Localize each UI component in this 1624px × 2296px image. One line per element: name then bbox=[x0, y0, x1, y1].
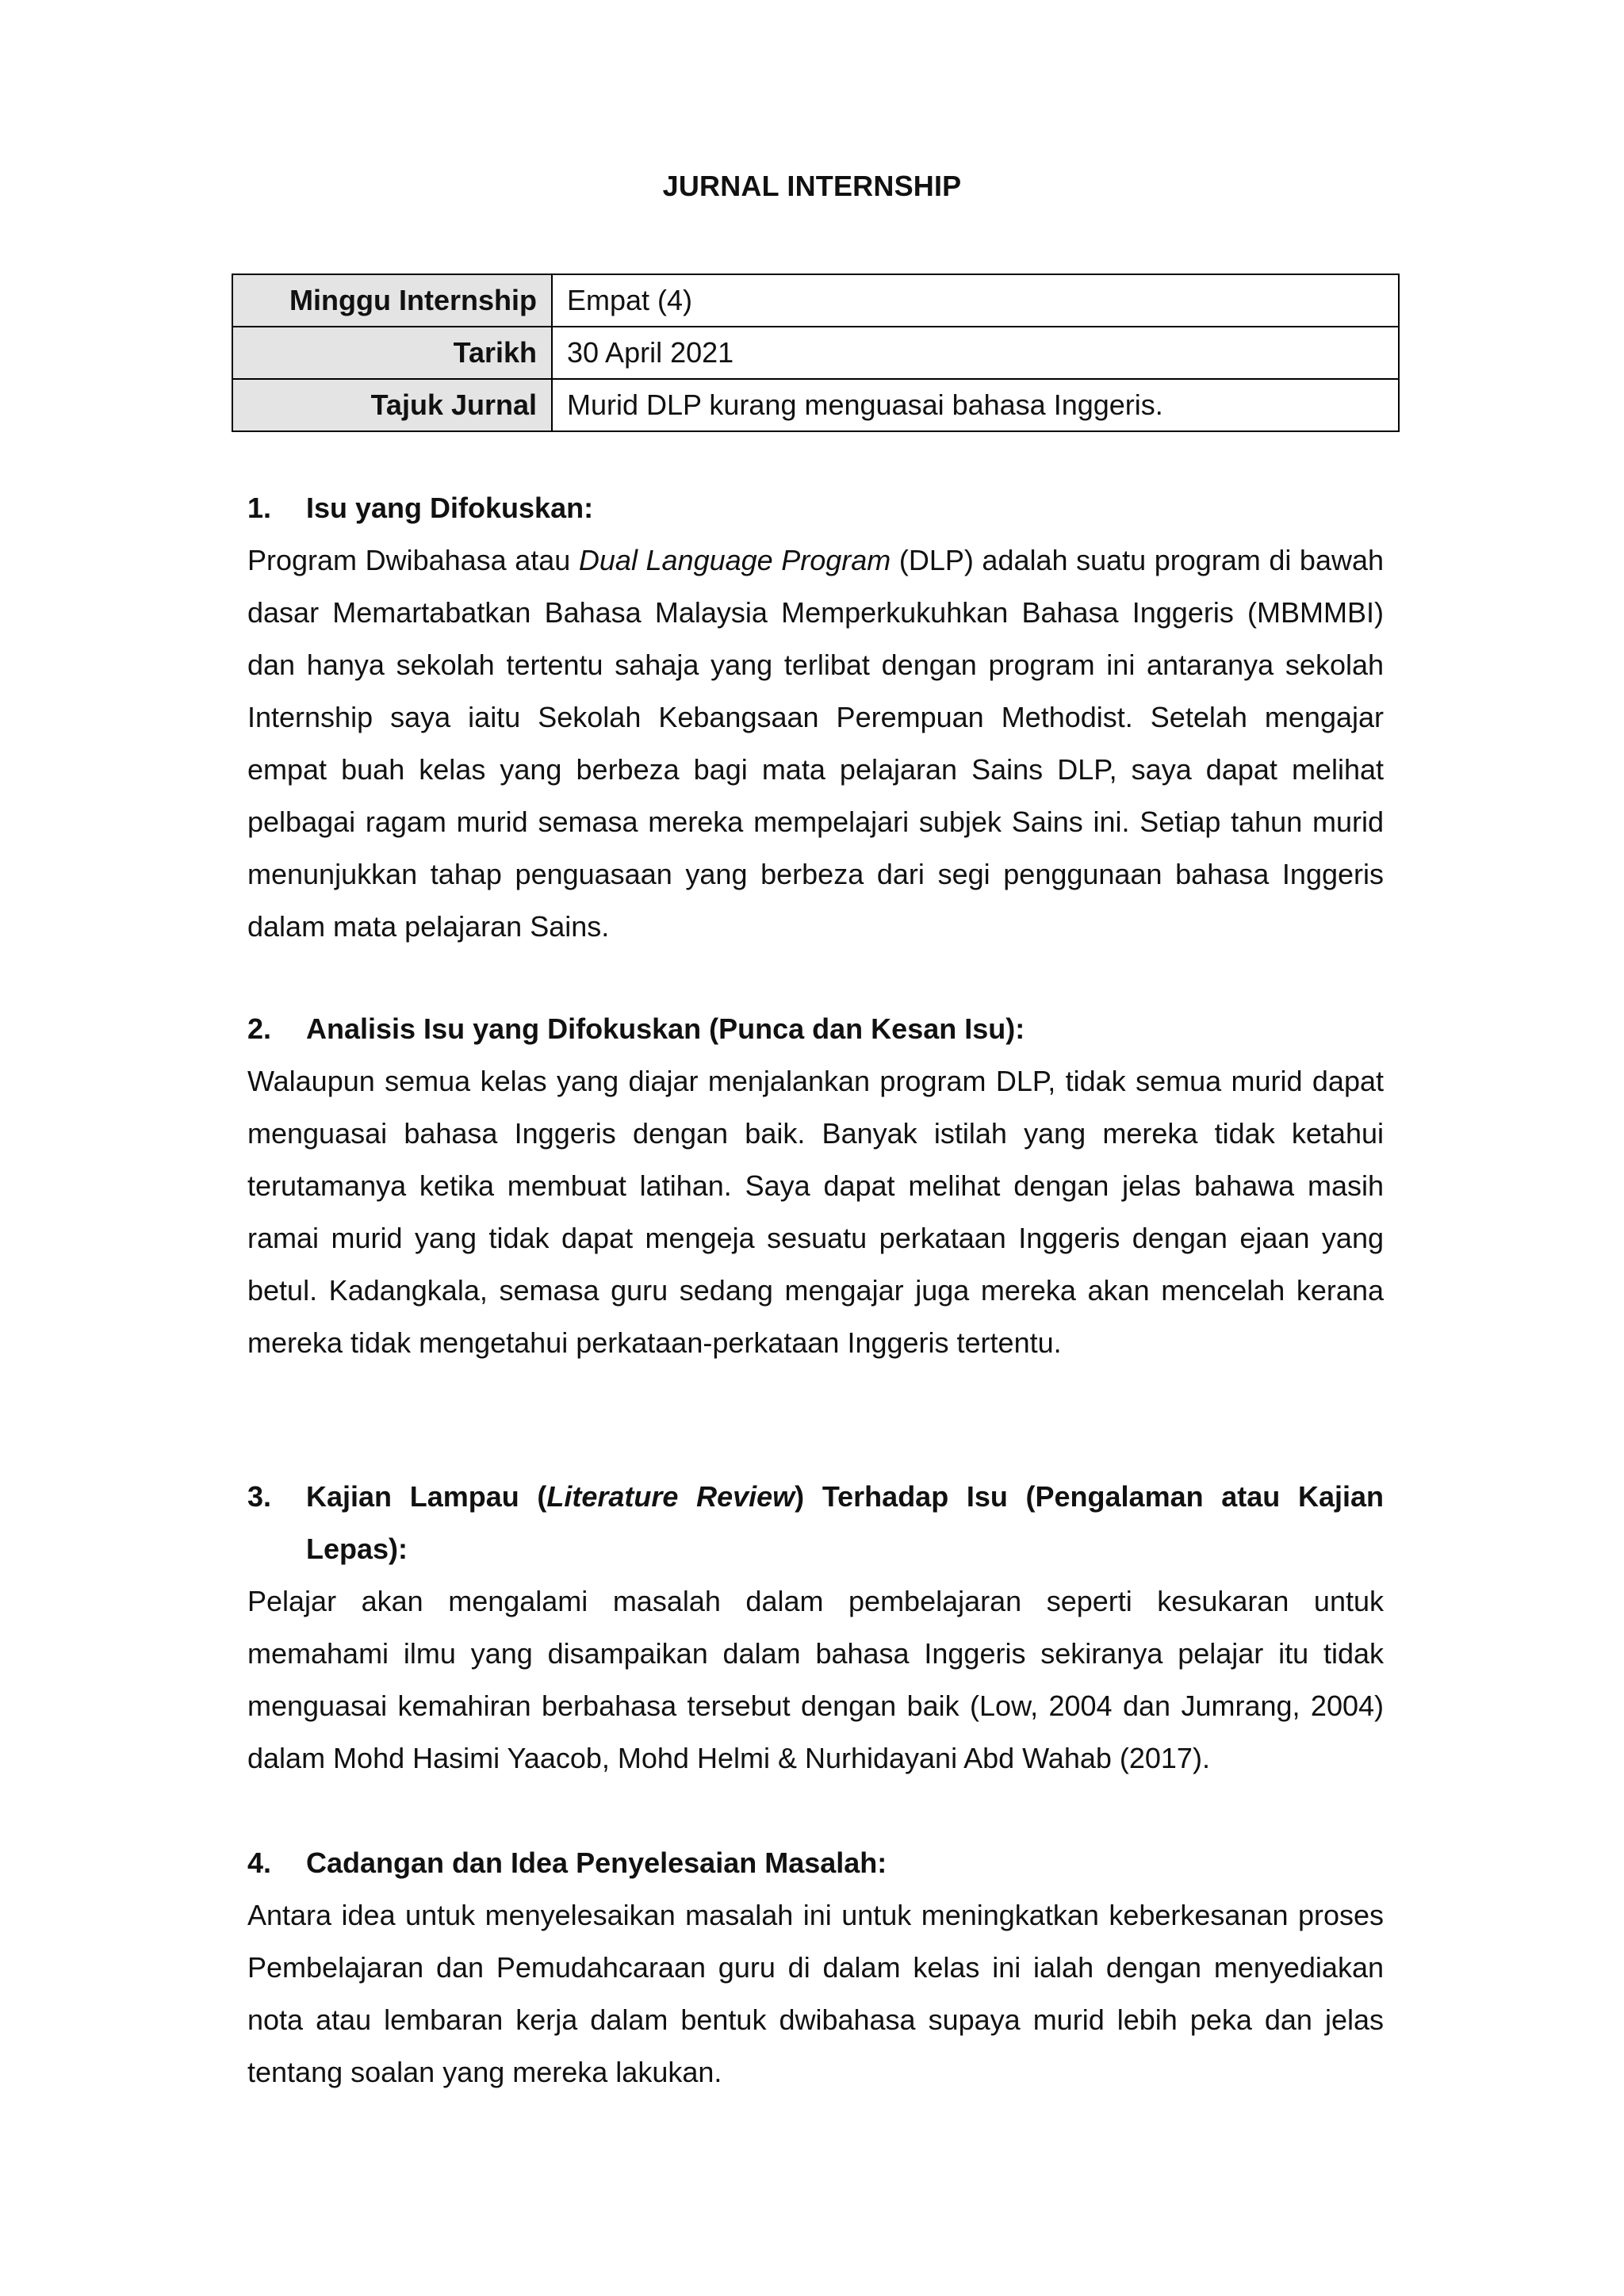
body-text: (DLP) adalah suatu program di bawah dasar Memartabatkan Bahasa Malaysia Memperkukuhkan Bahasa Inggeris (MBMMBI) dan hanya sekolah tertentu sahaja yang terlibat dengan program ini antaranya sekolah Internship saya iaitu Sekolah Kebangsaan Perempuan Methodist. Setelah mengajar empat buah kelas yang berbeza bagi mata pelajaran Sains DLP, saya dapat melihat pelbagai ragam murid semasa mereka mempelajari subjek Sains ini. Setiap tahun murid menunjukkan tahap penguasaan yang berbeza dari segi penggunaan bahasa Inggeris dalam mata pelajaran Sains. bbox=[247, 544, 1385, 943]
section-title: Isu yang Difokuskan: bbox=[306, 492, 594, 524]
heading-text: ) Terhadap Isu (Pengalaman atau Kajian Lepas): bbox=[306, 1480, 1384, 1565]
label-tarikh: Tarikh bbox=[232, 327, 552, 379]
table-row bbox=[232, 274, 1399, 327]
section-body bbox=[247, 1575, 1384, 1785]
document-title: JURNAL INTERNSHIP bbox=[662, 170, 962, 202]
table-row bbox=[232, 327, 1399, 379]
section-number: 3. bbox=[247, 1480, 272, 1513]
section-heading bbox=[247, 482, 1384, 534]
section-2 bbox=[247, 1003, 1384, 1369]
heading-italic-text: Literature Review bbox=[546, 1480, 795, 1513]
body-text: Pelajar akan mengalami masalah dalam pembelajaran seperti kesukaran untuk memahami ilmu yang disampaikan dalam bahasa Inggeris sekiranya pelajar itu tidak menguasai kemahiran berbahasa tersebut dengan baik (Low, 2004 dan Jumrang, 2004) dalam Mohd Hasimi Yaacob, Mohd Helmi & Nurhidayani Abd Wahab (2017). bbox=[247, 1585, 1384, 1774]
section-title: Cadangan dan Idea Penyelesaian Masalah: bbox=[306, 1846, 887, 1879]
label-minggu-internship: Minggu Internship bbox=[232, 274, 552, 327]
section-number: 2. bbox=[247, 1012, 272, 1045]
body-italic-text: Dual Language Program bbox=[578, 544, 891, 576]
value-tajuk-jurnal: Murid DLP kurang menguasai bahasa Inggeris. bbox=[552, 379, 1399, 431]
value-minggu-internship: Empat (4) bbox=[552, 274, 1399, 327]
section-4 bbox=[247, 1837, 1384, 2099]
section-title: Analisis Isu yang Difokuskan (Punca dan Kesan Isu): bbox=[306, 1012, 1025, 1045]
section-heading bbox=[247, 1003, 1384, 1055]
section-body bbox=[247, 534, 1384, 953]
body-text: Program Dwibahasa atau bbox=[247, 544, 579, 576]
section-heading bbox=[247, 1471, 1384, 1575]
table-row bbox=[232, 379, 1399, 431]
section-3 bbox=[247, 1471, 1384, 1785]
section-number: 1. bbox=[247, 492, 272, 524]
body-text: Antara idea untuk menyelesaikan masalah ini untuk meningkatkan keberkesanan proses Pembelajaran dan Pemudahcaraan guru di dalam kelas ini ialah dengan menyediakan nota atau lembaran kerja dalam bentuk dwibahasa supaya murid lebih peka dan jelas tentang soalan yang mereka lakukan. bbox=[247, 1899, 1384, 2088]
section-heading bbox=[247, 1837, 1384, 1889]
section-1 bbox=[247, 482, 1384, 953]
value-tarikh: 30 April 2021 bbox=[552, 327, 1399, 379]
section-title bbox=[306, 1471, 1384, 1575]
label-tajuk-jurnal: Tajuk Jurnal bbox=[232, 379, 552, 431]
section-body bbox=[247, 1055, 1384, 1369]
section-number: 4. bbox=[247, 1846, 272, 1879]
body-text: Walaupun semua kelas yang diajar menjalankan program DLP, tidak semua murid dapat menguasai bahasa Inggeris dengan baik. Banyak istilah yang mereka tidak ketahui terutamanya ketika membuat latihan. Saya dapat melihat dengan jelas bahawa masih ramai murid yang tidak dapat mengeja sesuatu perkataan Inggeris dengan ejaan yang betul. Kadangkala, semasa guru sedang mengajar juga mereka akan mencelah kerana mereka tidak mengetahui perkataan-perkataan Inggeris tertentu. bbox=[247, 1065, 1384, 1359]
heading-text: Kajian Lampau ( bbox=[306, 1480, 547, 1513]
section-body bbox=[247, 1889, 1384, 2099]
info-table bbox=[232, 274, 1400, 432]
